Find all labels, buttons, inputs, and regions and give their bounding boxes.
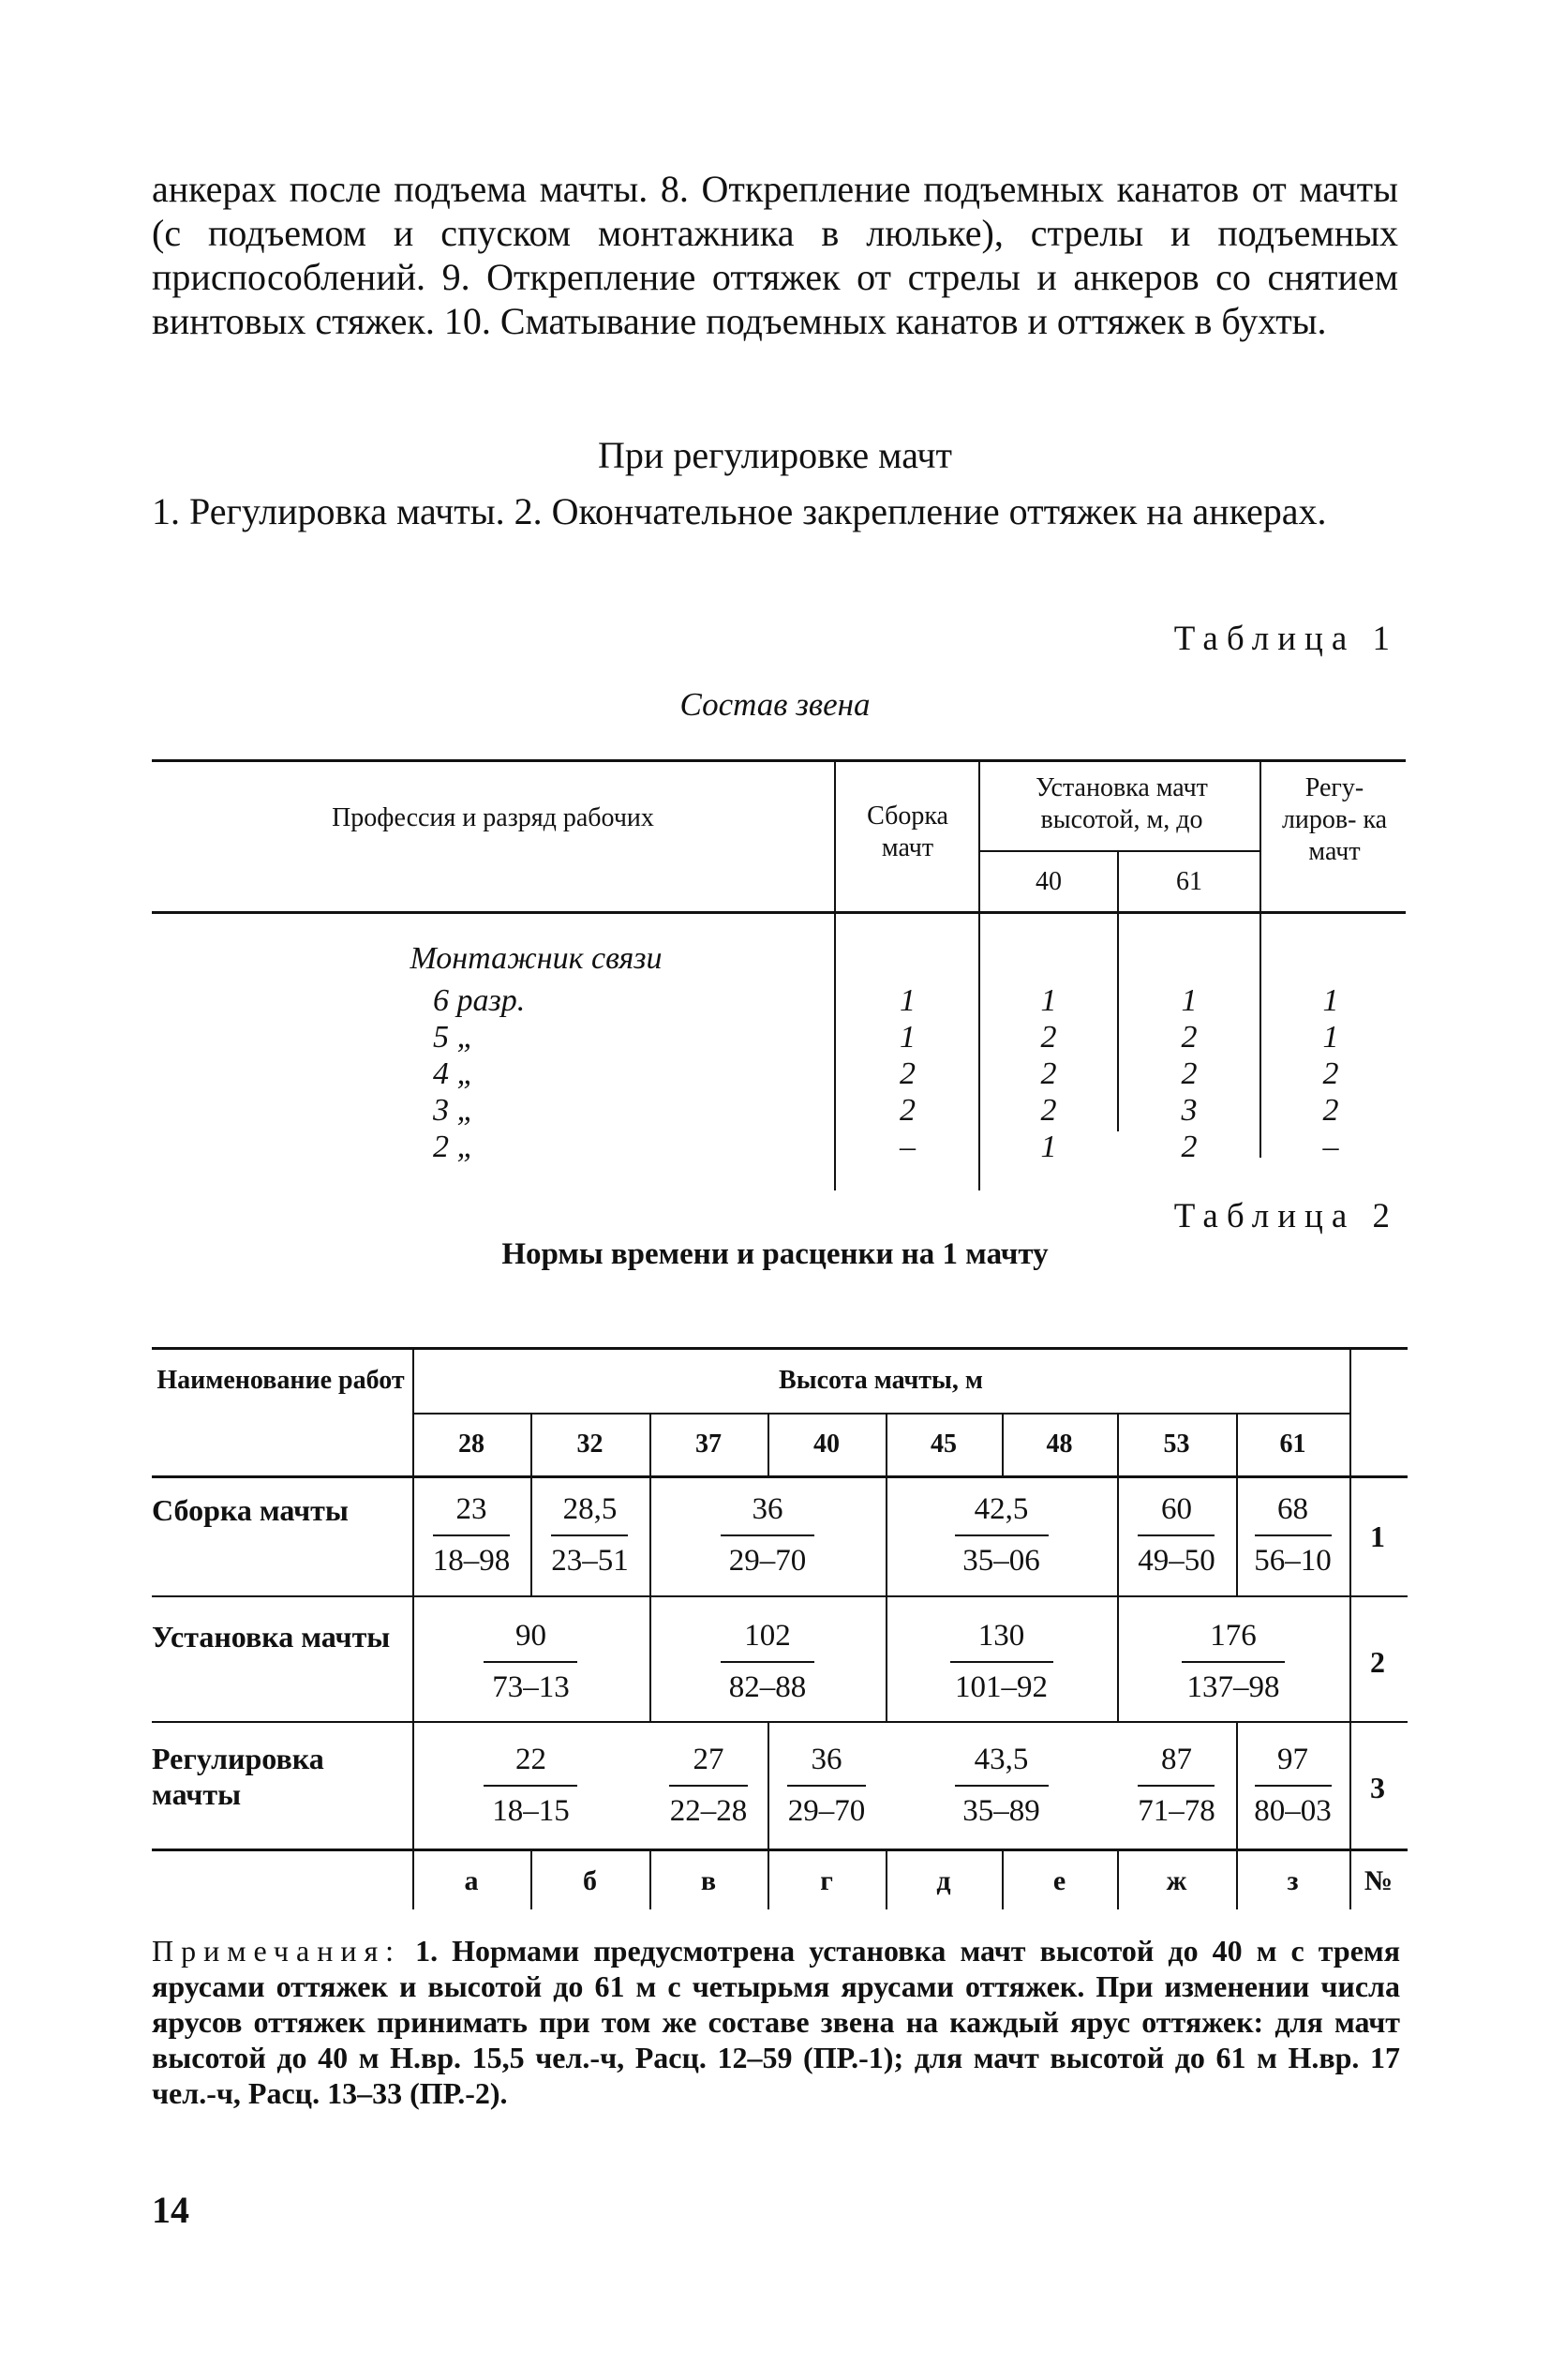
value: 1	[900, 983, 916, 1018]
row-number: 3	[1370, 1771, 1385, 1804]
value: 2	[900, 1093, 916, 1128]
table1-header-rule	[152, 911, 1406, 914]
table1-subtitle: Состав звена	[679, 686, 871, 723]
rate-value: 49–50	[1138, 1544, 1215, 1578]
rate-value: 23–51	[551, 1544, 629, 1578]
table2-divider	[1236, 1722, 1238, 1849]
table2-row-rule	[152, 1721, 1408, 1723]
table2-top-rule	[152, 1347, 1408, 1350]
fraction-bar	[955, 1534, 1049, 1536]
norm-value: 28,5	[562, 1492, 618, 1526]
rate-value: 29–70	[728, 1544, 807, 1578]
rate-value: 56–10	[1254, 1544, 1332, 1578]
norm-value: 22	[515, 1743, 546, 1776]
table2-divider	[1349, 1347, 1351, 1909]
fraction-bar	[484, 1785, 577, 1787]
height-40: 40	[813, 1429, 840, 1459]
height-37: 37	[695, 1429, 722, 1459]
table1-header-40: 40	[1036, 867, 1062, 896]
fraction-bar	[1138, 1534, 1215, 1536]
rate-value: 18–15	[492, 1794, 570, 1828]
table1-top-rule	[152, 759, 1406, 762]
row-number: 2	[1370, 1645, 1385, 1679]
height-48: 48	[1046, 1429, 1073, 1459]
norm-value: 68	[1277, 1492, 1308, 1526]
fraction-bar	[551, 1534, 628, 1536]
rate-value: 137–98	[1186, 1670, 1280, 1704]
row-label-adjust: Регулировка мачты	[152, 1742, 324, 1811]
norm-value: 102	[744, 1619, 791, 1653]
height-61: 61	[1279, 1429, 1306, 1459]
rate-value: 35–89	[962, 1794, 1040, 1828]
norm-value: 87	[1161, 1743, 1192, 1776]
fraction-bar	[484, 1661, 577, 1663]
value: 1	[1181, 983, 1198, 1018]
column-number-sign: №	[1364, 1865, 1394, 1896]
rate-value: 35–06	[962, 1544, 1040, 1578]
table1-header-install: Установка мачт высотой, м, до	[1036, 773, 1208, 834]
rate-value: 71–78	[1138, 1794, 1215, 1828]
table2-subtitle: Нормы времени и расценки на 1 мачту	[501, 1237, 1049, 1271]
fraction-bar	[721, 1661, 814, 1663]
paragraph-2: 1. Регулировка мачты. 2. Окончательное закрепление оттяжек на анкерах.	[152, 490, 1327, 532]
table2-caption: Таблица 2	[1173, 1197, 1398, 1235]
column-letter: а	[464, 1865, 479, 1896]
table2-header-work: Наименование работ	[156, 1366, 405, 1395]
row-label-install: Установка мачты	[152, 1620, 391, 1654]
rate-value: 29–70	[787, 1794, 866, 1828]
value: 2	[1040, 1093, 1057, 1128]
height-28: 28	[458, 1429, 484, 1459]
fraction-bar	[955, 1785, 1049, 1787]
section-title: При регулировке мачт	[598, 434, 952, 476]
column-letter: в	[700, 1865, 717, 1896]
norm-value: 36	[811, 1743, 842, 1776]
height-45: 45	[931, 1429, 957, 1459]
table1-col-61	[1119, 982, 1259, 1165]
column-letter: ж	[1166, 1865, 1187, 1896]
page-number: 14	[152, 2189, 189, 2231]
height-32: 32	[576, 1429, 604, 1459]
rank: 4 „	[433, 1056, 475, 1091]
value: 2	[1322, 1093, 1339, 1128]
value: 2	[1181, 1056, 1198, 1091]
value: 2	[1040, 1020, 1057, 1055]
rate-value: 73–13	[492, 1670, 570, 1704]
notes-label: Примечания:	[152, 1934, 402, 1968]
value: 2	[1040, 1056, 1057, 1091]
rank: 3 „	[433, 1093, 475, 1128]
table2-height-rule	[412, 1413, 1349, 1415]
rate-value: 82–88	[728, 1670, 807, 1704]
fraction-bar	[721, 1534, 814, 1536]
norm-value: 60	[1161, 1492, 1192, 1526]
column-letter: з	[1287, 1865, 1299, 1896]
table2-header-height: Высота мачты, м	[779, 1366, 983, 1395]
value: 3	[1181, 1093, 1198, 1128]
column-letter: г	[820, 1865, 833, 1896]
rate-value: 22–28	[669, 1794, 748, 1828]
rate-value: 80–03	[1254, 1794, 1332, 1828]
row-label-assembly: Сборка мачты	[152, 1493, 349, 1527]
norm-value: 176	[1210, 1619, 1257, 1653]
value: 1	[1322, 983, 1339, 1018]
table2-row-rule	[152, 1595, 1408, 1597]
value: 1	[1040, 983, 1057, 1018]
norm-value: 90	[515, 1619, 546, 1653]
table1-header-adjust: Регу- лиров- ка мачт	[1281, 773, 1388, 866]
fraction-bar	[669, 1785, 748, 1787]
rate-value: 101–92	[955, 1670, 1048, 1704]
height-53: 53	[1163, 1429, 1190, 1459]
fraction-bar	[1255, 1785, 1332, 1787]
fraction-bar	[1138, 1785, 1215, 1787]
table1-caption: Таблица 1	[1173, 620, 1398, 658]
value: 2	[900, 1056, 916, 1091]
table2-divider	[768, 1722, 769, 1849]
column-letter: е	[1052, 1865, 1066, 1896]
table1-header-profession: Профессия и разряд рабочих	[332, 803, 654, 832]
table1-subheader-rule	[978, 850, 1259, 852]
value: 2	[1322, 1056, 1339, 1091]
fraction-bar	[433, 1534, 510, 1536]
fraction-bar	[787, 1785, 866, 1787]
value: 1	[900, 1020, 916, 1055]
table1-col-40	[980, 982, 1117, 1165]
table1-header-assembly: Сборка мачт	[867, 801, 948, 862]
table1-ranks	[433, 982, 620, 1165]
norm-value: 42,5	[974, 1492, 1029, 1526]
rank: 6 разр.	[433, 983, 526, 1018]
table1	[152, 759, 1406, 1190]
value: 1	[1040, 1130, 1057, 1164]
rank: 2 „	[433, 1130, 475, 1164]
norm-value: 27	[693, 1743, 724, 1776]
row-number: 1	[1370, 1519, 1385, 1553]
fraction-bar	[950, 1661, 1053, 1663]
notes-text: 1. Нормами предусмотрена установка мачт высотой до 40 м с тремя ярусами оттяжек и высотой до 61 м с четырьмя ярусами оттяжек. При изменении числа ярусов оттяжек принимать при том же составе звена на каждый ярус оттяжек: для мачт высотой до 40 м Н.вр. 15,5 чел.-ч, Расц. 12–59 (ПР.-1); для мачт высотой до 61 м Н.вр. 17 чел.-ч, Расц. 13–33 (ПР.-2).	[152, 1934, 1401, 2110]
table1-header-61: 61	[1176, 867, 1202, 896]
table-notes	[152, 1933, 1400, 2111]
norm-value: 36	[752, 1492, 783, 1526]
norm-value: 130	[977, 1619, 1025, 1653]
value: –	[1322, 1130, 1339, 1164]
norm-value: 97	[1277, 1743, 1308, 1776]
table1-group-label: Монтажник связи	[410, 941, 663, 976]
value: 2	[1181, 1020, 1198, 1055]
table1-col-adjust	[1261, 982, 1400, 1165]
paragraph-1: анкерах после подъема мачты. 8. Открепление подъемных канатов от мачты (с подъемом и спуском монтажника в люльке), стрелы и подъемных приспособлений. 9. Открепление оттяжек от стрелы и анкеров со снятием винтовых стяжек. 10. Сматывание подъемных канатов и оттяжек в бухты.	[152, 168, 1398, 342]
column-letter: б	[583, 1865, 597, 1896]
norm-value: 43,5	[974, 1743, 1029, 1776]
table2-header-rule	[152, 1475, 1408, 1478]
rate-value: 18–98	[432, 1544, 511, 1578]
table2-bottom-rule	[152, 1849, 1408, 1851]
table2	[152, 1347, 1408, 1909]
value: 1	[1322, 1020, 1339, 1055]
norm-value: 23	[455, 1492, 487, 1526]
rank: 5 „	[433, 1020, 475, 1055]
column-letter: д	[936, 1865, 951, 1896]
table1-divider	[834, 759, 836, 1190]
value: –	[900, 1130, 916, 1164]
fraction-bar	[1255, 1534, 1332, 1536]
fraction-bar	[1182, 1661, 1285, 1663]
table1-col-assembly	[841, 982, 975, 1165]
value: 2	[1181, 1130, 1198, 1164]
